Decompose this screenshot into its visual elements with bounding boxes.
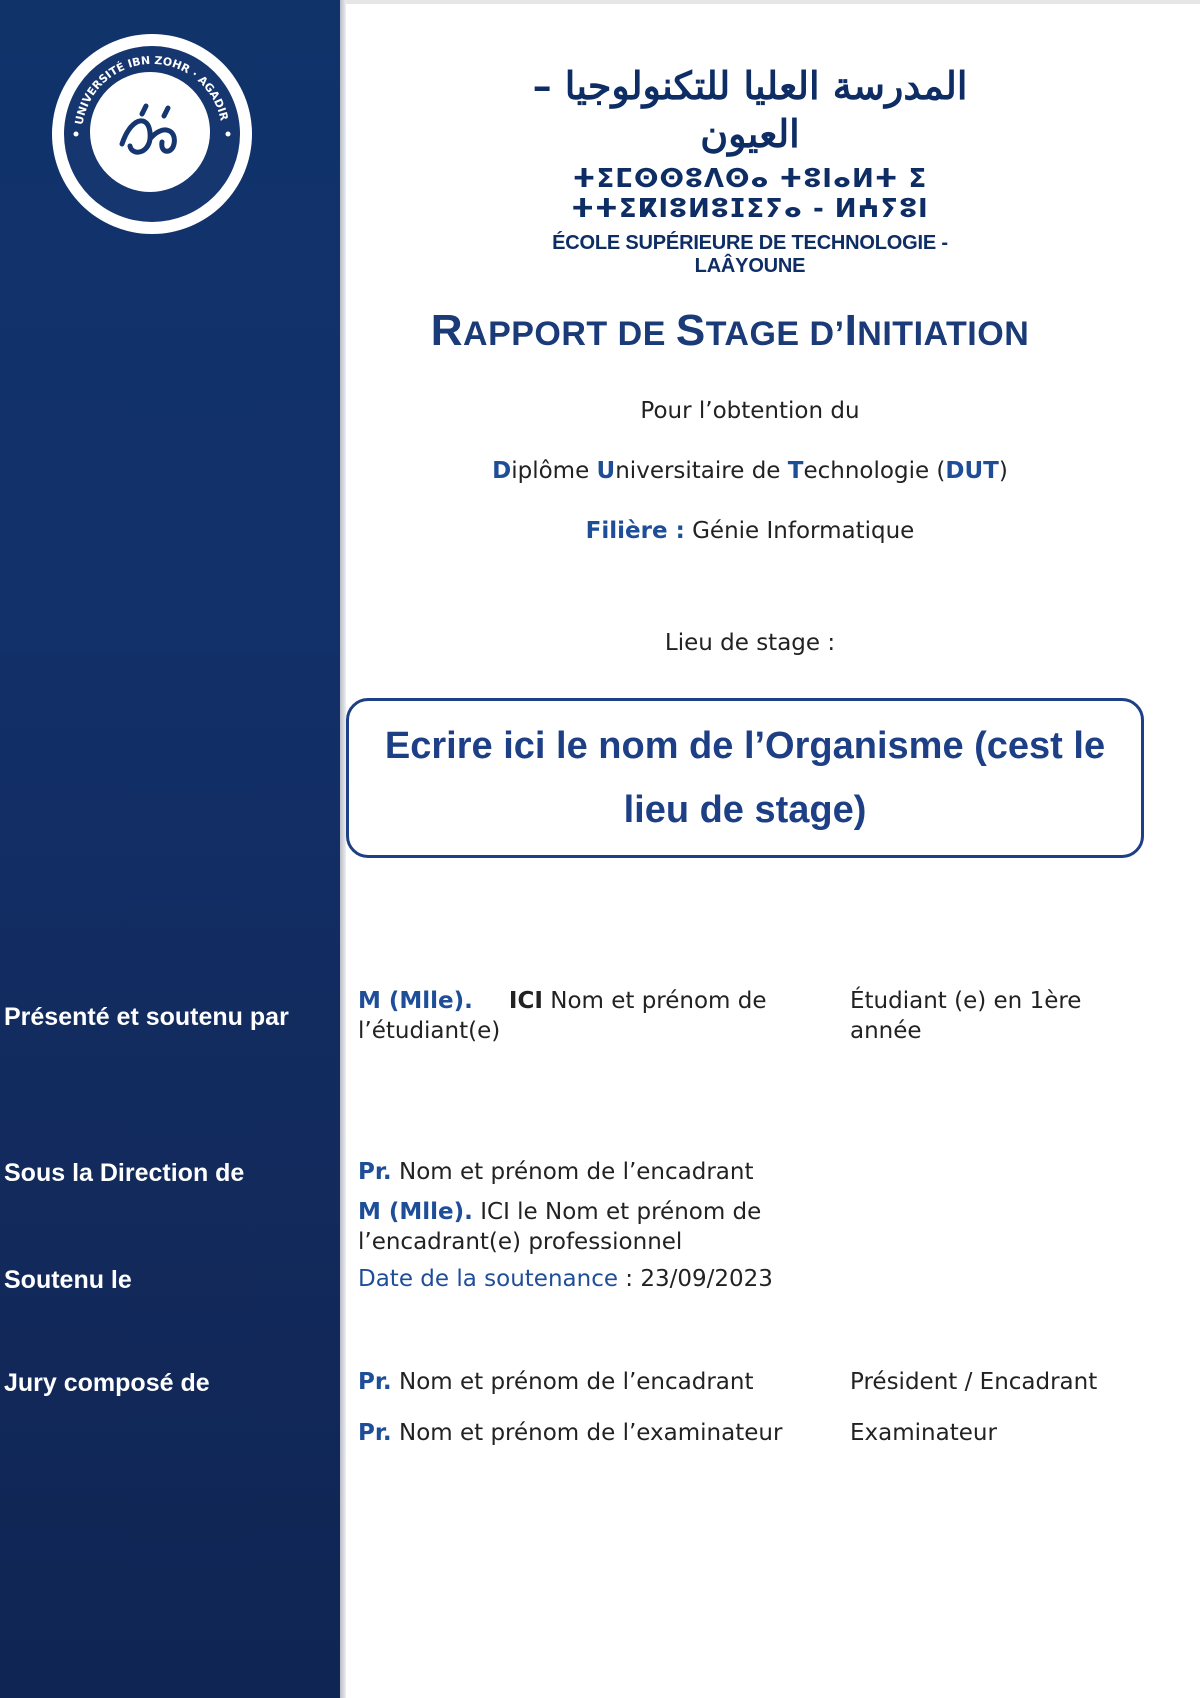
title-part: APPORT DE (463, 315, 676, 353)
school-french-name: ÉCOLE SUPÉRIEURE DE TECHNOLOGIE - LAÂYOUNE (552, 232, 948, 277)
student-name (358, 986, 808, 1046)
diploma-word: ) (998, 458, 1008, 484)
student-prefix: M (Mlle). (358, 988, 473, 1014)
jury-role: Examinateur (850, 1420, 997, 1446)
diploma-initial: D (492, 458, 512, 484)
academic-supervisor (358, 1157, 818, 1187)
title-part: S (675, 306, 706, 355)
professional-supervisor (358, 1197, 808, 1257)
seal-caption-text: UNIVERSITÉ IBN ZOHR · AGADIR (72, 53, 231, 126)
seal-emblem (90, 72, 210, 192)
university-logo (52, 34, 252, 234)
report-title (390, 306, 1070, 356)
pro-supervisor-name: ICI le Nom et prénom de l’encadrant(e) professionnel (358, 1199, 762, 1255)
sidebar-shadow (340, 0, 346, 1698)
organisme-box (346, 698, 1144, 858)
university-seal (64, 46, 240, 222)
title-part: TAGE D’ (705, 315, 845, 353)
defense-date-sep: : (618, 1266, 641, 1292)
diploma-word: iplôme (511, 458, 597, 484)
diploma-initial: T (787, 458, 804, 484)
defense-date-label: Date de la soutenance (358, 1266, 618, 1292)
lieu-label: Lieu de stage : (664, 630, 836, 656)
student-ici: ICI (508, 988, 543, 1014)
sidebar-band (0, 0, 340, 1698)
diploma-word: echnologie ( (803, 458, 946, 484)
diploma-line (350, 458, 1150, 484)
jury-label: Jury composé de (4, 1369, 210, 1397)
organisme-name: Ecrire ici le nom de l’Organisme (cest le lieu de stage) (384, 725, 1106, 831)
student-name-text: Nom et prénom de l’étudiant(e) (358, 988, 767, 1044)
defense-label: Soutenu le (4, 1266, 132, 1294)
jury-name: Nom et prénom de l’encadrant (398, 1369, 754, 1395)
obtention-line: Pour l’obtention du (640, 398, 860, 424)
direction-label: Sous la Direction de (4, 1159, 245, 1187)
diploma-word: niversitaire de (615, 458, 788, 484)
supervisor-name: Nom et prénom de l’encadrant (398, 1159, 754, 1185)
title-part: I (844, 306, 858, 355)
jury-member (358, 1367, 838, 1397)
title-part: R (430, 306, 464, 355)
defense-date (358, 1264, 818, 1294)
filiere-value: Génie Informatique (692, 518, 915, 544)
student-status: Étudiant (e) en 1ère année (850, 988, 1082, 1044)
jury-prefix: Pr. (358, 1420, 392, 1446)
pro-supervisor-prefix: M (Mlle). (358, 1199, 473, 1225)
school-arabic-name: المدرسة العليا للتكنولوجيا – العيون (532, 63, 968, 156)
jury-member (358, 1418, 838, 1448)
calligraphy-icon (102, 84, 198, 180)
presented-label: Présenté et soutenu par (4, 1003, 289, 1031)
filiere-line (350, 518, 1150, 544)
defense-date-value: 23/09/2023 (640, 1266, 773, 1292)
school-header (520, 62, 980, 278)
supervisor-prefix: Pr. (358, 1159, 392, 1185)
school-tifinagh-name: ⵜⵉⵎⵙⵙⵓⴷⵙⴰ ⵜⵓⵏⴰⵍⵜ ⵉ ⵜⵜⵉⴽⵏⵓⵍⵓⵊⵉⵢⴰ - ⵍⵄⵢⵓⵏ (571, 164, 929, 224)
diploma-acronym: DUT (945, 458, 999, 484)
diploma-initial: U (596, 458, 616, 484)
jury-name: Nom et prénom de l’examinateur (398, 1420, 783, 1446)
filiere-label: Filière : (585, 518, 685, 544)
jury-role: Président / Encadrant (850, 1369, 1098, 1395)
jury-prefix: Pr. (358, 1369, 392, 1395)
title-part: NITIATION (857, 315, 1030, 353)
